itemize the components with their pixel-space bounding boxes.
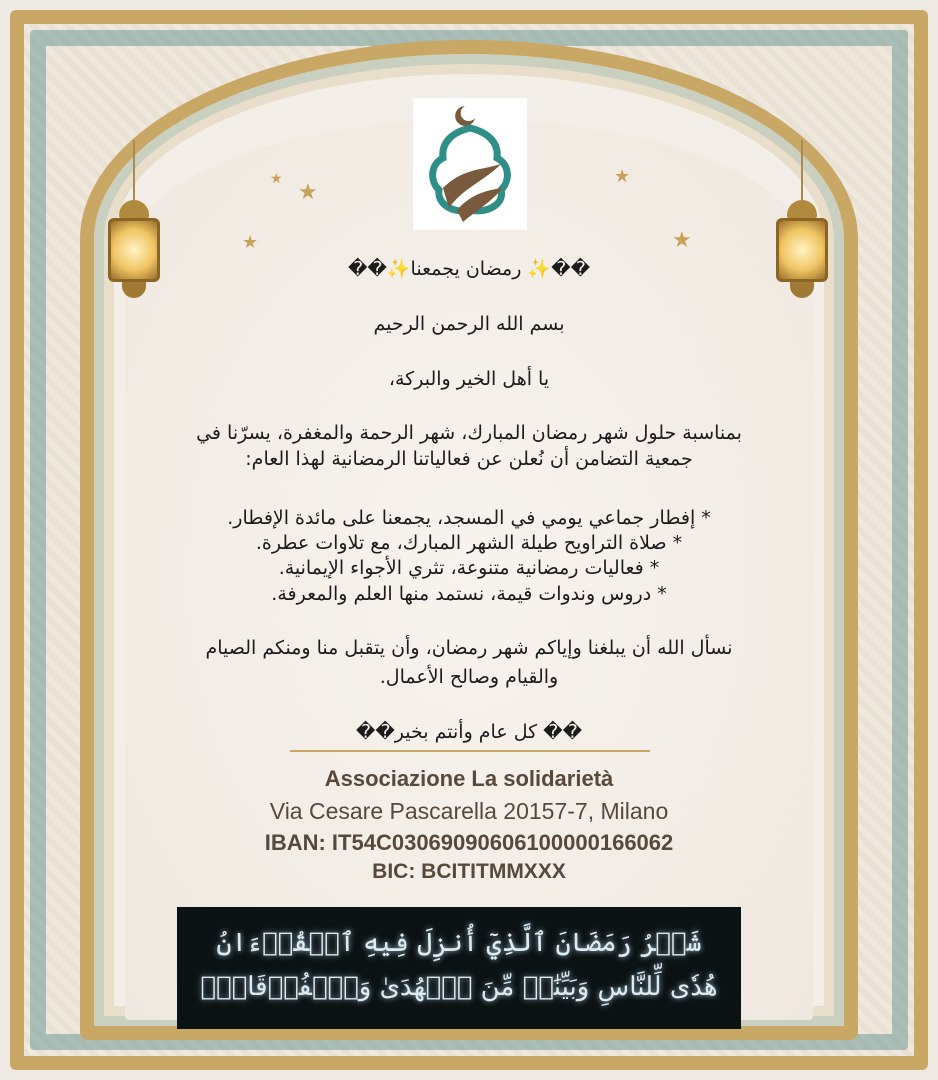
activity-item: * صلاة التراويح طيلة الشهر المبارك، مع تلاوات عطرة. — [255, 532, 683, 554]
quran-verse-banner — [177, 907, 741, 1029]
prayer-line-1: نسأل الله أن يبلغنا وإياكم شهر رمضان، وأن يتقبل منا ومنكم الصيام — [205, 637, 733, 659]
star-icon: ★ — [270, 171, 283, 187]
prayer-line-2: والقيام وصالح الأعمال. — [379, 666, 559, 688]
intro-line-2: جمعية التضامن أن نُعلن عن فعالياتنا الرمضانية لهذا العام: — [245, 448, 693, 470]
lantern-right-icon — [772, 200, 832, 300]
star-icon: ★ — [614, 166, 631, 187]
divider — [290, 750, 650, 752]
organization-bic: BIC: BCITITMMXXX — [372, 860, 566, 883]
activity-item: * فعاليات رمضانية متنوعة، تثري الأجواء الإيمانية. — [278, 557, 660, 579]
greeting-title: ��✨ رمضان يجمعنا✨�� — [347, 258, 591, 280]
star-icon: ★ — [672, 228, 692, 253]
star-icon: ★ — [242, 232, 259, 253]
verse-line-2: هُدٗى لِّلنَّاسِ وَبَيِّنَٰتٖ مِّنَ ٱلۡهُدَىٰ وَٱلۡفُرۡقَانِۚ — [200, 972, 718, 1002]
organization-iban: IBAN: IT54C0306909060610000016606​2 — [264, 830, 674, 855]
association-logo — [413, 98, 527, 230]
basmala: بسم الله الرحمن الرحيم — [373, 313, 565, 335]
activity-item: * دروس وندوات قيمة، نستمد منها العلم والمعرفة. — [271, 583, 667, 605]
organization-address: Via Cesare Pascarella 20157-7, Milano — [269, 798, 669, 824]
intro-line-1: بمناسبة حلول شهر رمضان المبارك، شهر الرحمة والمغفرة، يسرّنا في — [196, 422, 742, 444]
verse-line-1: شَهۡرُ رَمَضَانَ ٱلَّذِيٓ أُنزِلَ فِيهِ ٱلۡقُرۡءَانُ — [216, 928, 702, 958]
lantern-left-icon — [104, 200, 164, 300]
salutation: يا أهل الخير والبركة، — [388, 368, 550, 390]
closing-wish: �� كل عام وأنتم بخير�� — [355, 721, 583, 743]
activity-item: * إفطار جماعي يومي في المسجد، يجمعنا على مائدة الإفطار. — [227, 507, 711, 529]
organization-name: Associazione La solidarietà — [324, 766, 614, 791]
star-icon: ★ — [298, 180, 318, 205]
